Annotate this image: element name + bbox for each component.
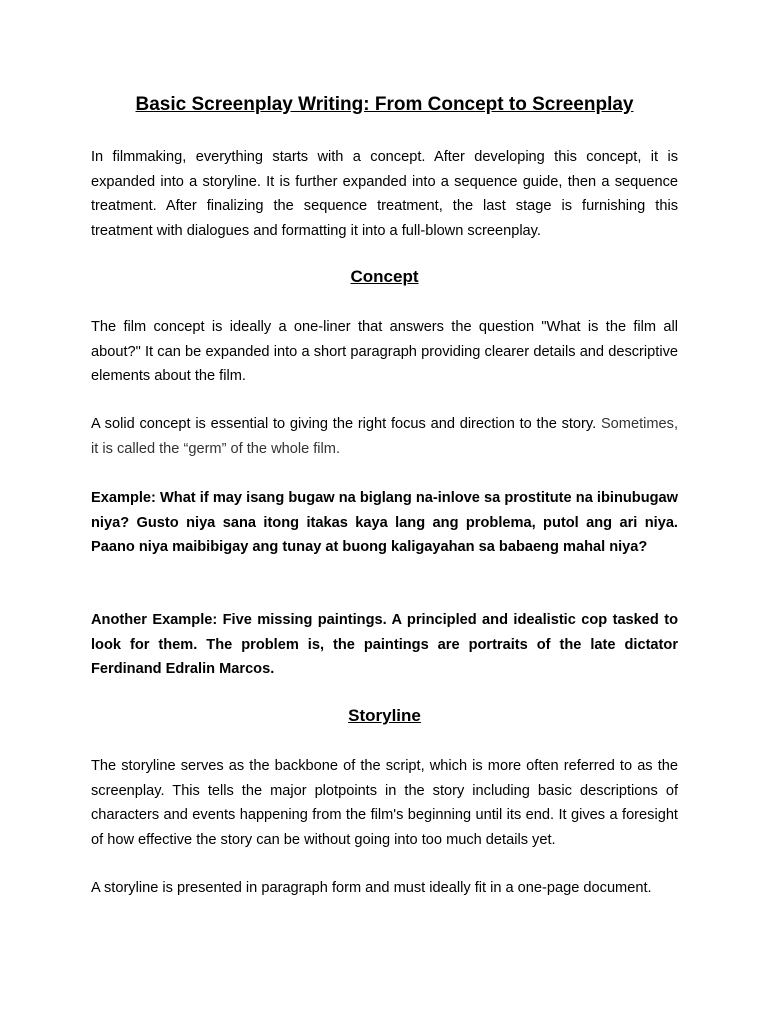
concept-paragraph-2 bbox=[91, 412, 678, 461]
concept-paragraph-2-tail: Sometimes, it is called the “germ” of the whole film. bbox=[91, 416, 678, 457]
document-title: Basic Screenplay Writing: From Concept to Screenplay bbox=[135, 94, 634, 115]
concept-example-2: Another Example: Five missing paintings. A principled and idealistic cop tasked to look for them. The problem is, the paintings are portraits of the late dictator Ferdinand Edralin Marcos. bbox=[91, 612, 678, 678]
intro-paragraph: In filmmaking, everything starts with a concept. After developing this concept, it is expanded into a storyline. It is further expanded into a sequence guide, then a sequence treatment. After finalizing the sequence treatment, the last stage is furnishing this treatment with dialogues and formatting it into a full-blown screenplay. bbox=[91, 149, 678, 239]
concept-heading: Concept bbox=[350, 267, 419, 286]
concept-paragraph-2-main: A solid concept is essential to giving the right focus and direction to the story. bbox=[91, 416, 597, 432]
storyline-heading: Storyline bbox=[348, 706, 421, 725]
concept-paragraph-1: The film concept is ideally a one-liner that answers the question "What is the film all about?" It can be expanded into a short paragraph providing clearer details and descriptive elements about the film. bbox=[91, 319, 678, 385]
storyline-paragraph-1: The storyline serves as the backbone of the script, which is more often referred to as the screenplay. This tells the major plotpoints in the story including basic descriptions of characters and events happening from the film's beginning until its end. It gives a foresight of how effective the story can be without going into too much details yet. bbox=[91, 758, 678, 848]
storyline-paragraph-2: A storyline is presented in paragraph form and must ideally fit in a one-page document. bbox=[91, 880, 652, 896]
concept-example-1: Example: What if may isang bugaw na biglang na-inlove sa prostitute na ibinubugaw niya? Gusto niya sana itong itakas kaya lang ang problema, putol ang ari niya. Paano niya maibibigay ang tunay at buong kaligayahan sa babaeng mahal niya? bbox=[91, 490, 678, 556]
